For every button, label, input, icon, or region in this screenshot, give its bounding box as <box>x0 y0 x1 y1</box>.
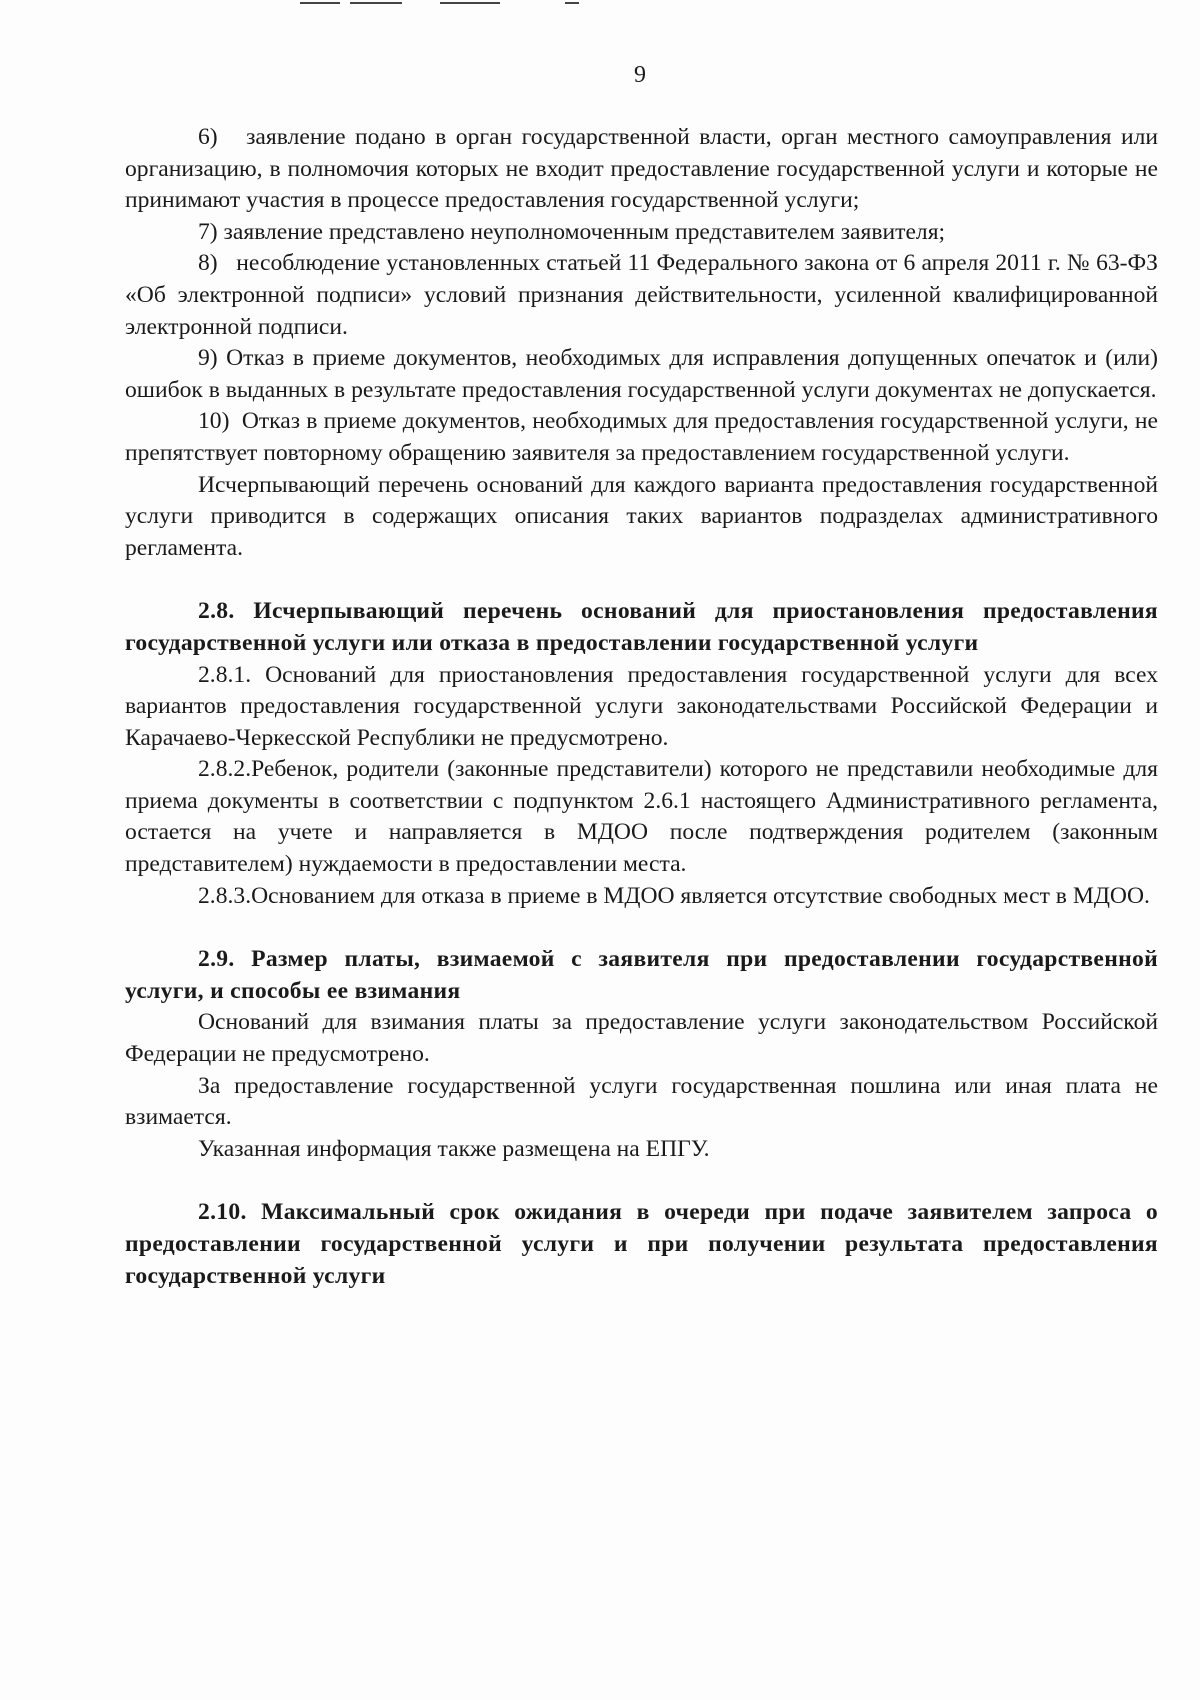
section-heading-2-9: 2.9. Размер платы, взимаемой с заявителя при предоставлении государственной услуги, и способы ее взимания <box>125 946 1158 1004</box>
paragraph-item-9: 9) Отказ в приеме документов, необходимых для исправления допущенных опечаток и (или) ошибок в выданных в результате предоставления государственной услуги документах не допускается. <box>125 345 1158 403</box>
paragraph-2-9-no-fee: За предоставление государственной услуги государственная пошлина или иная плата не взимается. <box>125 1072 1158 1131</box>
paragraph-2-8-2: 2.8.2.Ребенок, родители (законные представители) которого не представили необходимые для приема документы в соответствии с подпунктом 2.6.1 настоящего Административного регламента, остается на учете и направляется в МДОО после подтверждения родителем (законным представителем) нуждаемости в предоставлении места. <box>125 756 1158 878</box>
page-number: 9 <box>634 62 646 88</box>
edge-mark <box>440 2 500 4</box>
edge-mark <box>565 2 579 4</box>
section-heading-2-10: 2.10. Максимальный срок ожидания в очереди при подаче заявителем запроса о предоставлении государственной услуги и при получении результата предоставления государственной услуги <box>125 1199 1158 1289</box>
paragraph-item-10: 10) Отказ в приеме документов, необходимых для предоставления государственной услуги, не препятствует повторному обращению заявителя за предоставлением государственной услуги. <box>125 408 1158 466</box>
paragraph-item-8: 8) несоблюдение установленных статьей 11 Федерального закона от 6 апреля 2011 г. № 63-ФЗ «Об электронной подписи» условий признания действительности, усиленной квалифицированной электронной подписи. <box>125 250 1158 340</box>
edge-mark <box>350 2 402 4</box>
document-body <box>125 122 1158 1292</box>
paragraph-2-8-3: 2.8.3.Основанием для отказа в приеме в МДОО является отсутствие свободных мест в МДОО. <box>198 882 1150 909</box>
paragraph-item-7: 7) заявление представлено неуполномоченным представителем заявителя; <box>198 218 946 245</box>
section-gap <box>125 912 1158 944</box>
section-heading-2-8: 2.8. Исчерпывающий перечень оснований для приостановления предоставления государственной услуги или отказа в предоставлении государственной услуги <box>125 598 1158 656</box>
scan-edge-marks <box>300 0 640 6</box>
paragraph-exhaustive-list: Исчерпывающий перечень оснований для каждого варианта предоставления государственной услуги приводится в содержащих описания таких вариантов подразделах административного регламента. <box>125 471 1158 561</box>
paragraph-item-6: 6) заявление подано в орган государственной власти, орган местного самоуправления или организацию, в полномочия которых не входит предоставление государственной услуги и которые не принимают участия в процессе предоставления государственной услуги; <box>125 124 1158 214</box>
paragraph-2-9-fee-basis: Оснований для взимания платы за предоставление услуги законодательством Российской Федерации не предусмотрено. <box>125 1009 1158 1068</box>
edge-mark <box>300 2 340 4</box>
section-gap <box>125 564 1158 596</box>
paragraph-2-8-1: 2.8.1. Оснований для приостановления предоставления государственной услуги для всех вариантов предоставления государственной услуги законодательствами Российской Федерации и Карачаево-Черкесской Республики не предусмотрено. <box>125 661 1158 751</box>
paragraph-2-9-epgu: Указанная информация также размещена на ЕПГУ. <box>198 1135 710 1162</box>
section-gap <box>125 1165 1158 1197</box>
